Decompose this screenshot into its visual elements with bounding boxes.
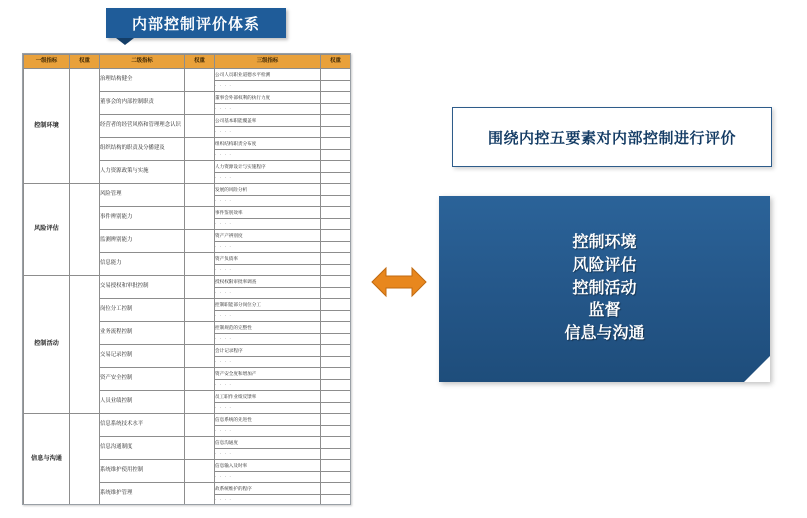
level2-weight-cell[interactable] [185, 391, 215, 414]
level2-weight-cell[interactable] [185, 483, 215, 506]
level3-weight-cell[interactable] [321, 103, 351, 115]
element-item-5: 信息与沟通 [564, 325, 645, 343]
evaluation-index-table [22, 53, 351, 505]
level3-indicator-cell: · · · · [215, 103, 321, 115]
level3-weight-cell[interactable] [321, 448, 351, 460]
level3-weight-cell[interactable] [321, 333, 351, 345]
level3-weight-cell[interactable] [321, 195, 351, 207]
level3-indicator-cell: · · · · [215, 80, 321, 92]
level3-indicator-cell: · · · · [215, 356, 321, 368]
level3-weight-cell[interactable] [321, 264, 351, 276]
level3-indicator-cell: · · · · [215, 149, 321, 161]
level2-weight-cell[interactable] [185, 184, 215, 207]
level3-indicator-cell: · · · · [215, 241, 321, 253]
level2-weight-cell[interactable] [185, 437, 215, 460]
level2-indicator-cell: 经营者的经营风格和管理理念认识 [100, 115, 185, 138]
level3-indicator-cell: · · · · [215, 425, 321, 437]
level3-indicator-cell: · · · · [215, 379, 321, 391]
level3-weight-cell[interactable] [321, 149, 351, 161]
level1-indicator-cell: 控制环境 [24, 69, 70, 184]
level3-indicator-cell: 资产产辨别度 [215, 230, 321, 242]
col-header-weight2: 权重 [185, 55, 215, 69]
level3-indicator-cell: · · · · [215, 195, 321, 207]
level2-indicator-cell: 信息沟通制度 [100, 437, 185, 460]
level3-weight-cell[interactable] [321, 115, 351, 127]
level3-weight-cell[interactable] [321, 276, 351, 288]
page-title: 内部控制评价体系 [131, 15, 260, 33]
level3-indicator-cell: 会计记录程序 [215, 345, 321, 357]
col-header-weight3: 权重 [321, 55, 351, 69]
level1-weight-cell[interactable] [70, 184, 100, 276]
level3-weight-cell[interactable] [321, 494, 351, 505]
level3-weight-cell[interactable] [321, 138, 351, 150]
table-row [24, 69, 351, 81]
level2-weight-cell[interactable] [185, 138, 215, 161]
level3-indicator-cell: 人力资源设计与实施程序 [215, 161, 321, 173]
element-item-3: 控制活动 [572, 279, 637, 297]
five-elements-panel [439, 196, 770, 382]
level3-weight-cell[interactable] [321, 69, 351, 81]
right-heading-box [452, 107, 772, 167]
element-item-2: 风险评估 [572, 256, 637, 274]
level3-indicator-cell: 公司基本职能覆盖率 [215, 115, 321, 127]
level3-weight-cell[interactable] [321, 241, 351, 253]
index-matrix [23, 54, 351, 505]
element-item-1: 控制环境 [572, 234, 637, 252]
level2-weight-cell[interactable] [185, 299, 215, 322]
level2-indicator-cell: 业务流程控制 [100, 322, 185, 345]
level3-indicator-cell: 授权权限审批率调查 [215, 276, 321, 288]
level3-weight-cell[interactable] [321, 471, 351, 483]
level2-weight-cell[interactable] [185, 322, 215, 345]
level3-indicator-cell: 公司人员职业道德水平检测 [215, 69, 321, 81]
table-row [24, 414, 351, 426]
level2-indicator-cell: 监测辨别能力 [100, 230, 185, 253]
level3-indicator-cell: 组织结构职责分布度 [215, 138, 321, 150]
level2-indicator-cell: 治理结构健全 [100, 69, 185, 92]
level1-indicator-cell: 控制活动 [24, 276, 70, 414]
level3-weight-cell[interactable] [321, 161, 351, 173]
level3-indicator-cell: 董事会外部权利的执行力度 [215, 92, 321, 104]
level3-indicator-cell: · · · · [215, 172, 321, 184]
level2-weight-cell[interactable] [185, 253, 215, 276]
level3-weight-cell[interactable] [321, 80, 351, 92]
col-header-level2: 二级指标 [100, 55, 185, 69]
level2-weight-cell[interactable] [185, 69, 215, 92]
level2-weight-cell[interactable] [185, 345, 215, 368]
level3-indicator-cell: · · · · [215, 126, 321, 138]
right-heading-text: 围绕内控五要素对内部控制进行评价 [487, 129, 736, 147]
level3-weight-cell[interactable] [321, 402, 351, 414]
level3-weight-cell[interactable] [321, 230, 351, 242]
level3-indicator-cell: 发展的风险分析 [215, 184, 321, 196]
level3-indicator-cell: 事件鉴别效率 [215, 207, 321, 219]
level2-indicator-cell: 岗位分工控制 [100, 299, 185, 322]
level3-weight-cell[interactable] [321, 425, 351, 437]
level2-weight-cell[interactable] [185, 368, 215, 391]
level3-weight-cell[interactable] [321, 345, 351, 357]
level2-indicator-cell: 人员业绩控制 [100, 391, 185, 414]
level2-indicator-cell: 交易记录控制 [100, 345, 185, 368]
level2-weight-cell[interactable] [185, 230, 215, 253]
level2-indicator-cell: 组织结构的职责及分播建及 [100, 138, 185, 161]
panel-fold-corner [744, 356, 770, 382]
level3-weight-cell[interactable] [321, 379, 351, 391]
level3-indicator-cell: 信息输入及时率 [215, 460, 321, 472]
col-header-level1: 一级指标 [24, 55, 70, 69]
level2-weight-cell[interactable] [185, 161, 215, 184]
level3-weight-cell[interactable] [321, 368, 351, 380]
level3-indicator-cell: · · · · [215, 448, 321, 460]
level3-weight-cell[interactable] [321, 126, 351, 138]
level3-weight-cell[interactable] [321, 460, 351, 472]
level3-indicator-cell: · · · · [215, 471, 321, 483]
level2-indicator-cell: 事件辨别能力 [100, 207, 185, 230]
level3-indicator-cell: · · · · [215, 402, 321, 414]
element-item-4: 监督 [588, 302, 621, 320]
table-row [24, 276, 351, 288]
level2-indicator-cell: 风险管理 [100, 184, 185, 207]
level2-weight-cell[interactable] [185, 276, 215, 299]
level2-indicator-cell: 资产安全控制 [100, 368, 185, 391]
level3-weight-cell[interactable] [321, 322, 351, 334]
level3-indicator-cell: 资产安全度和增加产 [215, 368, 321, 380]
level3-weight-cell[interactable] [321, 253, 351, 265]
table-header-row [24, 55, 351, 69]
level3-indicator-cell: · · · · [215, 310, 321, 322]
level3-indicator-cell: 控制职能部分岗位分工 [215, 299, 321, 311]
level3-indicator-cell: 员工职作业绩反馈率 [215, 391, 321, 403]
level3-indicator-cell: · · · · [215, 333, 321, 345]
level1-weight-cell[interactable] [70, 414, 100, 506]
level3-indicator-cell: 控制规范的完整性 [215, 322, 321, 334]
level2-indicator-cell: 董事会的内部控制职责 [100, 92, 185, 115]
level2-weight-cell[interactable] [185, 115, 215, 138]
level3-weight-cell[interactable] [321, 287, 351, 299]
level3-indicator-cell: 故系统维护的程序 [215, 483, 321, 495]
level3-indicator-cell: 信息沟通度 [215, 437, 321, 449]
level3-weight-cell[interactable] [321, 184, 351, 196]
level2-weight-cell[interactable] [185, 207, 215, 230]
level3-weight-cell[interactable] [321, 414, 351, 426]
level2-indicator-cell: 系统维护使用控制 [100, 460, 185, 483]
col-header-weight1: 权重 [70, 55, 100, 69]
table-row [24, 184, 351, 196]
level1-weight-cell[interactable] [70, 276, 100, 414]
level3-weight-cell[interactable] [321, 218, 351, 230]
level3-indicator-cell: 信息系统的先进性 [215, 414, 321, 426]
level2-indicator-cell: 信息能力 [100, 253, 185, 276]
level2-indicator-cell: 交易授权和审批控制 [100, 276, 185, 299]
level2-weight-cell[interactable] [185, 414, 215, 437]
level2-weight-cell[interactable] [185, 460, 215, 483]
level1-indicator-cell: 信息与沟通 [24, 414, 70, 506]
level3-indicator-cell: · · · · [215, 264, 321, 276]
level3-weight-cell[interactable] [321, 356, 351, 368]
level2-indicator-cell: 系统维护管理 [100, 483, 185, 506]
level3-weight-cell[interactable] [321, 207, 351, 219]
level2-indicator-cell: 信息系统技术水平 [100, 414, 185, 437]
level3-indicator-cell: · · · · [215, 494, 321, 505]
col-header-level3: 三级指标 [215, 55, 321, 69]
level3-weight-cell[interactable] [321, 483, 351, 495]
level3-indicator-cell: 资产负债率 [215, 253, 321, 265]
level3-weight-cell[interactable] [321, 172, 351, 184]
level1-weight-cell[interactable] [70, 69, 100, 184]
level3-weight-cell[interactable] [321, 310, 351, 322]
level2-indicator-cell: 人力资源政策与实施 [100, 161, 185, 184]
diagram-title-banner [106, 8, 286, 38]
level2-weight-cell[interactable] [185, 92, 215, 115]
level3-weight-cell[interactable] [321, 92, 351, 104]
level3-indicator-cell: · · · · [215, 218, 321, 230]
level3-indicator-cell: · · · · [215, 287, 321, 299]
level3-weight-cell[interactable] [321, 391, 351, 403]
level3-weight-cell[interactable] [321, 437, 351, 449]
level3-weight-cell[interactable] [321, 299, 351, 311]
bidirectional-arrow-icon [370, 262, 428, 302]
level1-indicator-cell: 风险评估 [24, 184, 70, 276]
